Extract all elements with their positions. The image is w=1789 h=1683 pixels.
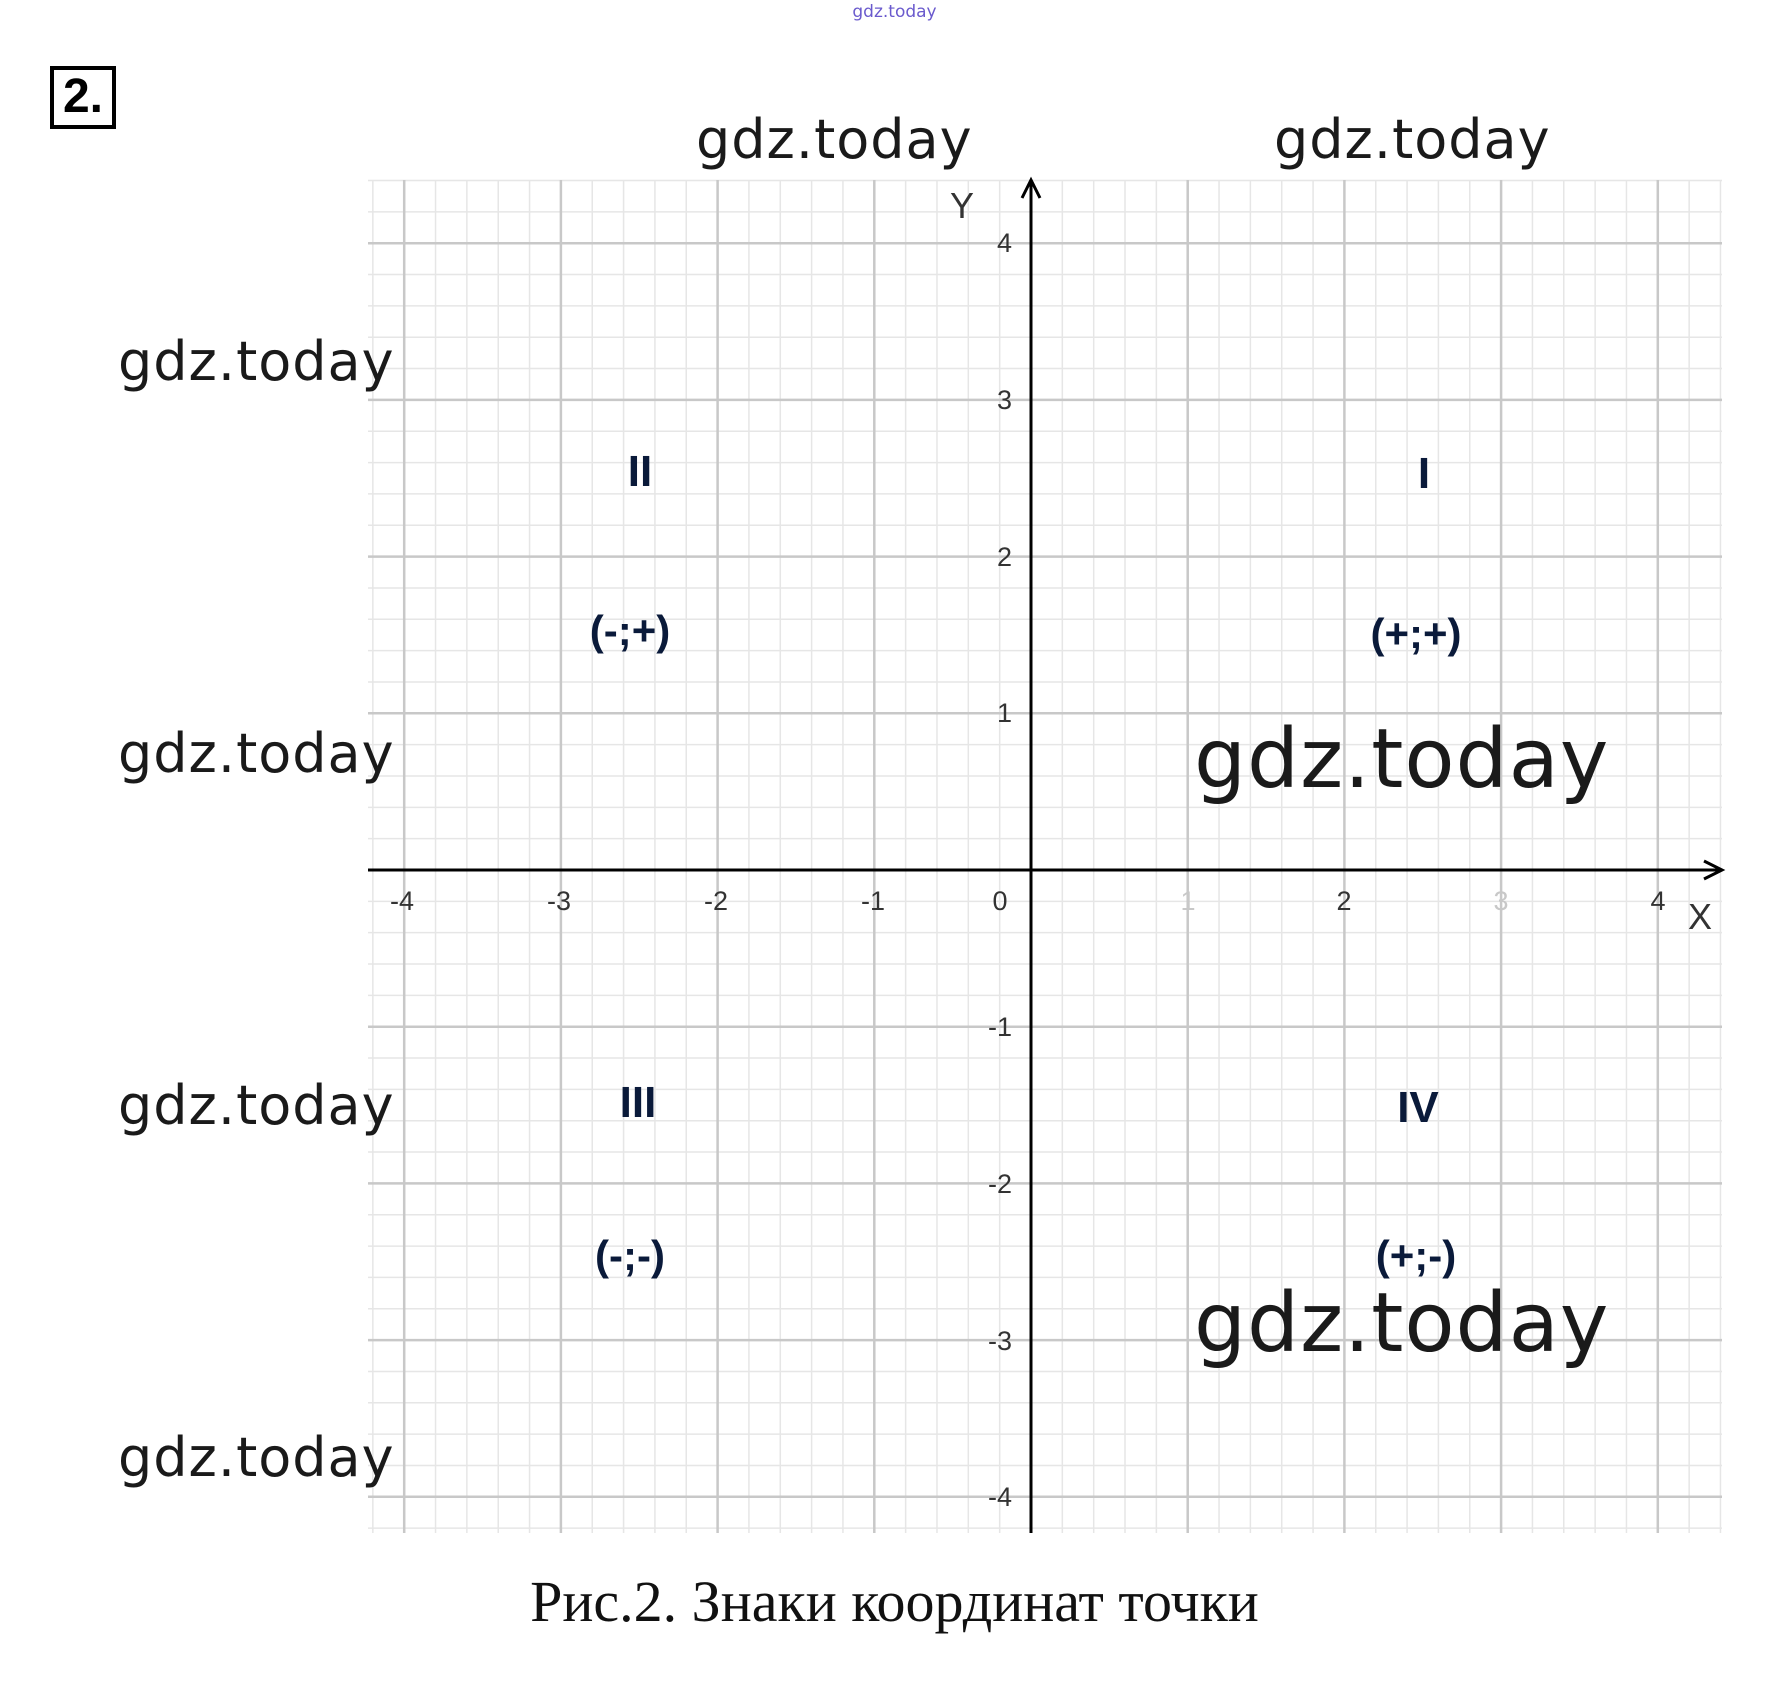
watermark: gdz.today bbox=[696, 108, 973, 171]
y-tick: 1 bbox=[996, 698, 1012, 728]
quadrant-i-signs: (+;+) bbox=[1370, 610, 1462, 657]
task-number: 2. bbox=[50, 66, 116, 129]
watermark: gdz.today bbox=[1274, 108, 1551, 171]
x-axis-label: X bbox=[1687, 896, 1713, 937]
x-tick: 4 bbox=[1650, 886, 1666, 916]
quadrant-i-label: I bbox=[1417, 449, 1431, 498]
y-tick: 4 bbox=[996, 228, 1012, 258]
y-tick: -1 bbox=[987, 1012, 1012, 1042]
origin-label: 0 bbox=[992, 886, 1008, 916]
x-tick: 2 bbox=[1336, 886, 1352, 916]
quadrant-iv-signs: (+;-) bbox=[1375, 1232, 1457, 1279]
watermark: gdz.today bbox=[118, 330, 395, 393]
x-tick: -4 bbox=[389, 886, 415, 916]
x-tick: -1 bbox=[860, 886, 886, 916]
y-tick: 3 bbox=[996, 385, 1012, 415]
site-watermark: gdz.today bbox=[852, 2, 937, 22]
figure-caption: Рис.2. Знаки координат точки bbox=[530, 1569, 1259, 1634]
quadrant-iv-label: IV bbox=[1397, 1083, 1439, 1132]
quadrant-iii-label: III bbox=[619, 1078, 657, 1127]
watermark: gdz.today bbox=[1194, 1276, 1610, 1371]
quadrant-iii-signs: (-;-) bbox=[595, 1232, 665, 1279]
x-tick: 3 bbox=[1493, 886, 1509, 916]
watermark: gdz.today bbox=[118, 1074, 395, 1137]
y-tick: -4 bbox=[987, 1482, 1012, 1512]
x-tick: 1 bbox=[1180, 886, 1196, 916]
watermark: gdz.today bbox=[118, 722, 395, 785]
quadrant-ii-signs: (-;+) bbox=[589, 607, 671, 654]
y-tick: -3 bbox=[987, 1326, 1012, 1356]
quadrant-ii-label: II bbox=[627, 447, 653, 496]
watermark: gdz.today bbox=[1194, 712, 1610, 807]
y-axis-label: Y bbox=[949, 185, 975, 226]
y-tick: 2 bbox=[996, 542, 1012, 572]
x-tick: -2 bbox=[703, 886, 729, 916]
y-tick: -2 bbox=[987, 1169, 1012, 1199]
watermark: gdz.today bbox=[118, 1426, 395, 1489]
x-tick: -3 bbox=[546, 886, 572, 916]
